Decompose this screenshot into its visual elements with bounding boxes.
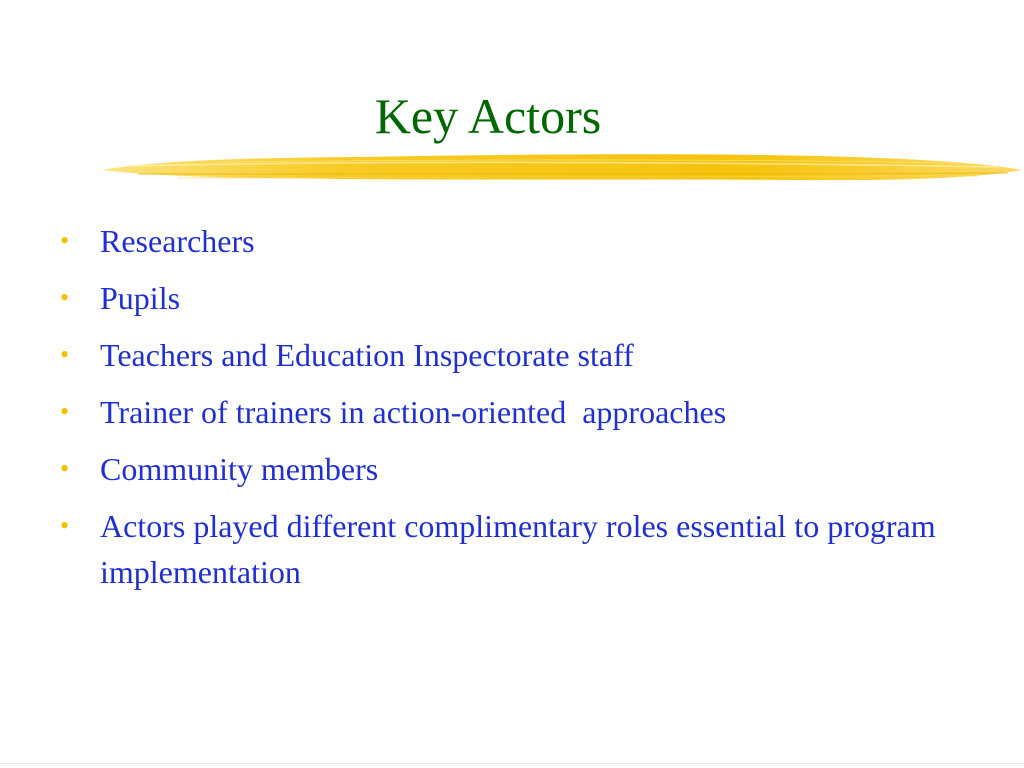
list-item <box>56 218 996 264</box>
bullet-text: Researchers <box>100 223 255 259</box>
bullet-dot-icon: • <box>60 454 70 483</box>
list-item <box>56 389 996 435</box>
slide-title: Key Actors <box>374 88 602 144</box>
bullet-text: Teachers and Education Inspectorate staff <box>100 337 634 373</box>
bullet-text: Pupils <box>100 280 181 316</box>
brush-stroke-icon <box>98 148 1024 188</box>
list-item <box>56 446 996 492</box>
bullet-list <box>56 218 996 606</box>
list-item <box>56 503 996 595</box>
bullet-dot-icon: • <box>60 226 70 255</box>
list-item <box>56 275 996 321</box>
bullet-dot-icon: • <box>60 511 70 540</box>
bullet-dot-icon: • <box>60 397 70 426</box>
bullet-text: Actors played different complimentary roles essential to program implementation <box>100 508 936 590</box>
list-item <box>56 332 996 378</box>
bottom-divider <box>0 763 1024 764</box>
bullet-text: Community members <box>100 451 379 487</box>
bullet-dot-icon: • <box>60 283 70 312</box>
bullet-dot-icon: • <box>60 340 70 369</box>
bullet-text: Trainer of trainers in action-oriented approaches <box>100 394 727 430</box>
